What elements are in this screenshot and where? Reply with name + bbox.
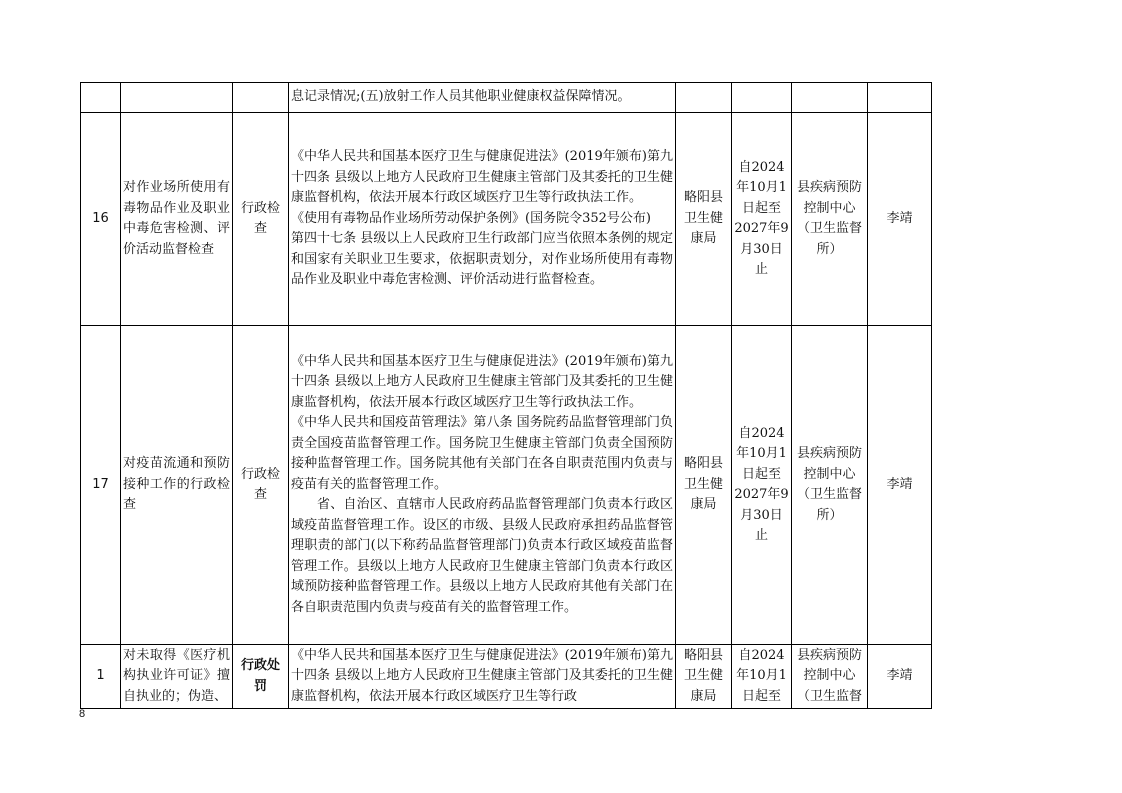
basis-paragraph: 《中华人民共和国基本医疗卫生与健康促进法》(2019年颁布)第九十四条 县级以上地方人民政府卫生健康主管部门及其委托的卫生健康监督机构，依法开展本行政区域医疗卫生等行政执法工作。 (291, 149, 673, 206)
table-row (81, 645, 932, 709)
authority: 略阳县卫生健康局 (676, 326, 732, 645)
continuation-row (81, 83, 932, 113)
cell-empty (868, 83, 932, 113)
action-type: 行政处罚 (233, 645, 289, 709)
authority: 略阳县卫生健康局 (676, 645, 732, 709)
responsible-person: 李靖 (868, 645, 932, 709)
validity-period: 自2024年10月1日起至2027年9月30日止 (732, 326, 792, 645)
row-number: 16 (81, 113, 121, 326)
validity-period: 自2024年10月1日起至 (732, 645, 792, 709)
enforcement-table (80, 82, 932, 709)
basis-paragraph: 《使用有毒物品作业场所劳动保护条例》(国务院令352号公布) (291, 210, 651, 226)
executing-agency: 县疾病预防控制中心（卫生监督所） (792, 326, 868, 645)
executing-agency: 县疾病预防控制中心（卫生监督所） (792, 113, 868, 326)
responsible-person: 李靖 (868, 326, 932, 645)
authority: 略阳县卫生健康局 (676, 113, 732, 326)
item-name: 对未取得《医疗机构执业许可证》擅自执业的；伪造、 (121, 645, 233, 709)
executing-agency: 县疾病预防控制中心（卫生监督 (792, 645, 868, 709)
cell-empty (81, 83, 121, 113)
validity-period: 自2024年10月1日起至2027年9月30日止 (732, 113, 792, 326)
cell-empty (732, 83, 792, 113)
cell-empty (233, 83, 289, 113)
action-type: 行政检查 (233, 113, 289, 326)
row-number: 1 (81, 645, 121, 709)
table-row (81, 326, 932, 645)
cell-empty (676, 83, 732, 113)
basis-cell: 息记录情况;(五)放射工作人员其他职业健康权益保障情况。 (289, 83, 676, 113)
legal-basis (289, 113, 676, 326)
basis-paragraph: 省、自治区、直辖市人民政府药品监督管理部门负责本行政区域疫苗监督管理工作。设区的市级、县级人民政府承担药品监督管理职责的部门(以下称药品监督管理部门)负责本行政区域疫苗监督管理工作。县级以上地方人民政府卫生健康主管部门负责本行政区域预防接种监督管理工作。县级以上地方人民政府其他有关部门在各自职责范围内负责与疫苗有关的监督管理工作。 (291, 497, 673, 615)
legal-basis: 《中华人民共和国基本医疗卫生与健康促进法》(2019年颁布)第九十四条 县级以上地方人民政府卫生健康主管部门及其委托的卫生健康监督机构，依法开展本行政区域医疗卫生等行政 (289, 645, 676, 709)
responsible-person: 李靖 (868, 113, 932, 326)
basis-paragraph: 第四十七条 县级以上人民政府卫生行政部门应当依照本条例的规定和国家有关职业卫生要求，依据职责划分，对作业场所使用有毒物品作业及职业中毒危害检测、评价活动进行监督检查。 (291, 231, 673, 288)
basis-paragraph: 《中华人民共和国疫苗管理法》第八条 国务院药品监督管理部门负责全国疫苗监督管理工作。国务院卫生健康主管部门负责全国预防接种监督管理工作。国务院其他有关部门在各自职责范围内负责与疫苗有关的监督管理工作。 (291, 415, 673, 492)
action-type: 行政检查 (233, 326, 289, 645)
basis-paragraph: 《中华人民共和国基本医疗卫生与健康促进法》(2019年颁布)第九十四条 县级以上地方人民政府卫生健康主管部门及其委托的卫生健康监督机构，依法开展本行政区域医疗卫生等行政执法工作。 (291, 353, 673, 410)
legal-basis (289, 326, 676, 645)
page-number: 8 (79, 708, 86, 720)
item-name: 对作业场所使用有毒物品作业及职业中毒危害检测、评价活动监督检查 (121, 113, 233, 326)
table-row (81, 113, 932, 326)
row-number: 17 (81, 326, 121, 645)
cell-empty (121, 83, 233, 113)
cell-empty (792, 83, 868, 113)
item-name: 对疫苗流通和预防接种工作的行政检查 (121, 326, 233, 645)
